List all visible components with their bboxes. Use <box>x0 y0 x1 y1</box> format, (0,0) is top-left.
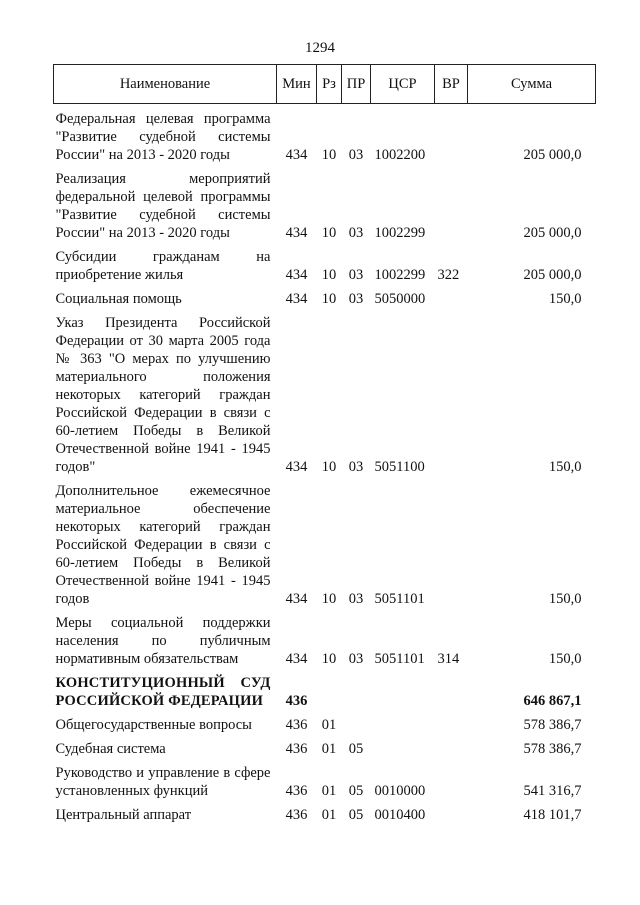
page-number: 1294 <box>305 40 335 56</box>
cell-csr <box>371 710 435 734</box>
cell-rz: 10 <box>321 147 337 163</box>
cell-sum: 418 101,7 <box>523 807 582 823</box>
cell-name: КОНСТИТУЦИОННЫЙ СУД РОССИЙСКОЙ ФЕДЕРАЦИИ <box>55 675 271 709</box>
cell-sum: 646 867,1 <box>523 693 582 709</box>
header-name: Наименование <box>54 65 277 104</box>
cell-name: Дополнительное ежемесячное материальное обеспечение некоторых категорий граждан Российской Федерации в связи с 60-летием Победы в Великой Отечественной войне 1941 - 1945 годов <box>55 483 271 607</box>
cell-csr: 1002299 <box>374 267 426 283</box>
cell-sum: 578 386,7 <box>523 717 582 733</box>
cell-sum: 150,0 <box>548 291 582 307</box>
cell-name: Судебная система <box>55 741 166 757</box>
cell-pr: 05 <box>348 741 364 757</box>
cell-pr: 05 <box>348 783 364 799</box>
cell-rz: 01 <box>321 741 337 757</box>
cell-vr <box>435 668 468 710</box>
cell-rz <box>317 668 342 710</box>
cell-pr: 03 <box>348 459 364 475</box>
cell-sum: 205 000,0 <box>523 147 582 163</box>
cell-csr: 1002200 <box>374 147 426 163</box>
cell-pr: 03 <box>348 591 364 607</box>
cell-sum: 150,0 <box>548 459 582 475</box>
cell-sum: 150,0 <box>548 591 582 607</box>
cell-sum: 541 316,7 <box>523 783 582 799</box>
cell-vr <box>435 758 468 800</box>
cell-sum: 578 386,7 <box>523 741 582 757</box>
header-pr: ПР <box>342 65 371 104</box>
cell-min: 434 <box>285 147 308 163</box>
cell-rz: 10 <box>321 267 337 283</box>
table-header <box>54 65 596 104</box>
header-rz: Рз <box>317 65 342 104</box>
cell-pr <box>342 668 371 710</box>
table-body <box>54 104 596 825</box>
cell-vr <box>435 164 468 242</box>
cell-vr <box>435 734 468 758</box>
cell-min: 434 <box>285 225 308 241</box>
cell-min: 436 <box>285 717 308 733</box>
cell-pr: 03 <box>348 291 364 307</box>
cell-min: 436 <box>285 741 308 757</box>
cell-name: Указ Президента Российской Федерации от 30 марта 2005 года № 363 "О мерах по улучшению материального положения некоторых категорий граждан Российской Федерации в связи с 60-летием Победы в Великой Отечественной войне 1941 - 1945 годов" <box>55 315 271 475</box>
table-row <box>54 758 596 800</box>
budget-table <box>53 64 596 824</box>
cell-pr: 03 <box>348 267 364 283</box>
cell-vr <box>435 476 468 608</box>
cell-csr: 5051101 <box>374 651 425 667</box>
table-row <box>54 164 596 242</box>
cell-name: Социальная помощь <box>55 291 182 307</box>
table-row <box>54 104 596 165</box>
cell-rz: 01 <box>321 717 337 733</box>
cell-min: 434 <box>285 267 308 283</box>
cell-vr: 322 <box>437 267 460 283</box>
cell-min: 434 <box>285 291 308 307</box>
cell-name: Общегосударственные вопросы <box>55 717 252 733</box>
cell-pr <box>342 710 371 734</box>
table-row <box>54 800 596 824</box>
cell-pr: 03 <box>348 225 364 241</box>
cell-vr: 314 <box>437 651 460 667</box>
cell-rz: 10 <box>321 225 337 241</box>
cell-rz: 10 <box>321 291 337 307</box>
cell-csr: 5050000 <box>374 291 426 307</box>
cell-name: Руководство и управление в сфере установленных функций <box>55 765 271 799</box>
cell-sum: 205 000,0 <box>523 225 582 241</box>
cell-min: 434 <box>285 651 308 667</box>
table-row <box>54 710 596 734</box>
cell-vr <box>435 710 468 734</box>
header-min: Мин <box>277 65 317 104</box>
cell-name: Реализация мероприятий федеральной целевой программы "Развитие судебной системы России" на 2013 - 2020 годы <box>55 171 271 241</box>
cell-pr: 03 <box>348 651 364 667</box>
header-csr: ЦСР <box>371 65 435 104</box>
header-sum: Сумма <box>468 65 596 104</box>
cell-name: Федеральная целевая программа "Развитие судебной системы России" на 2013 - 2020 годы <box>55 111 271 163</box>
cell-vr <box>435 800 468 824</box>
table-row <box>54 476 596 608</box>
table-row <box>54 734 596 758</box>
cell-csr: 5051101 <box>374 591 425 607</box>
cell-rz: 10 <box>321 459 337 475</box>
cell-vr <box>435 104 468 165</box>
cell-min: 434 <box>285 591 308 607</box>
cell-min: 434 <box>285 459 308 475</box>
cell-csr <box>371 734 435 758</box>
cell-sum: 150,0 <box>548 651 582 667</box>
cell-min: 436 <box>285 693 308 709</box>
cell-name: Меры социальной поддержки населения по публичным нормативным обязательствам <box>55 615 271 667</box>
cell-csr: 0010000 <box>374 783 426 799</box>
cell-name: Центральный аппарат <box>55 807 192 823</box>
table-row <box>54 308 596 476</box>
cell-csr: 0010400 <box>374 807 426 823</box>
cell-csr <box>371 668 435 710</box>
cell-min: 436 <box>285 807 308 823</box>
table-row <box>54 608 596 668</box>
cell-name: Субсидии гражданам на приобретение жилья <box>55 249 271 283</box>
cell-rz: 10 <box>321 591 337 607</box>
cell-pr: 05 <box>348 807 364 823</box>
table-row <box>54 284 596 308</box>
header-vr: ВР <box>435 65 468 104</box>
cell-rz: 10 <box>321 651 337 667</box>
cell-rz: 01 <box>321 807 337 823</box>
cell-vr <box>435 284 468 308</box>
table-row <box>54 668 596 710</box>
cell-sum: 205 000,0 <box>523 267 582 283</box>
table-row <box>54 242 596 284</box>
cell-vr <box>435 308 468 476</box>
cell-min: 436 <box>285 783 308 799</box>
cell-csr: 1002299 <box>374 225 426 241</box>
cell-csr: 5051100 <box>374 459 425 475</box>
cell-pr: 03 <box>348 147 364 163</box>
cell-rz: 01 <box>321 783 337 799</box>
